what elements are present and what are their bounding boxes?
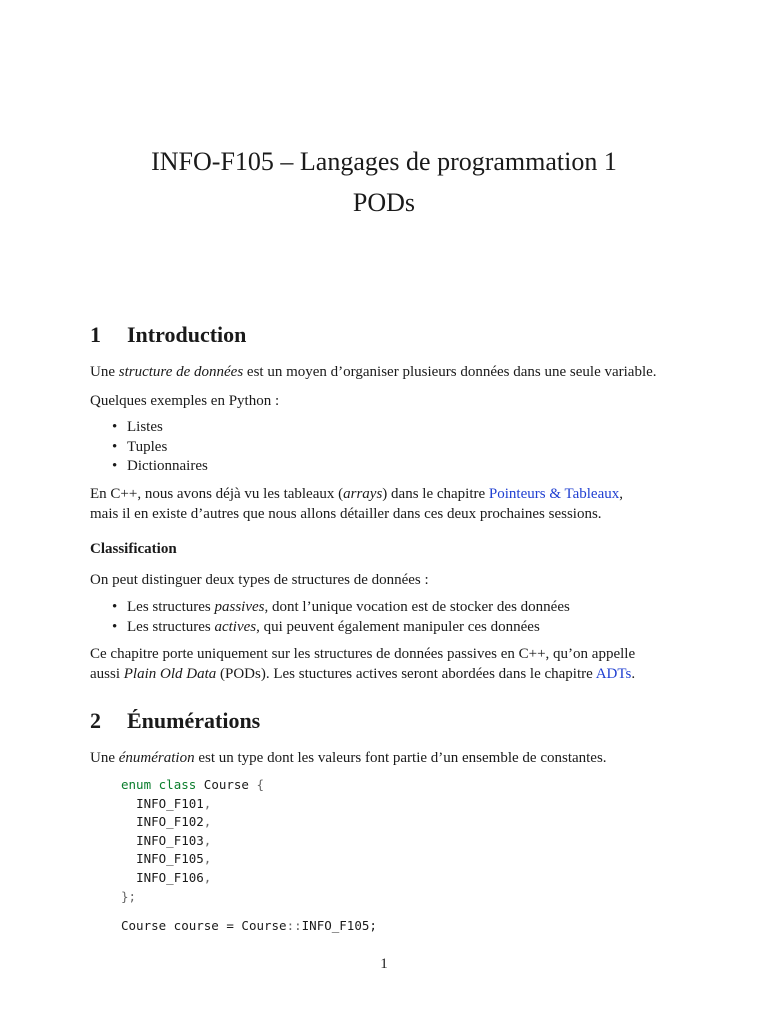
text: , [619, 486, 623, 502]
page-number: 1 [380, 956, 388, 972]
paragraph-definition [90, 362, 690, 382]
paragraph-types-intro: On peut distinguer deux types de structures de données : [90, 572, 429, 588]
paragraph-python-examples: Quelques exemples en Python : [90, 393, 280, 409]
code-enum-value: INFO_F105 [136, 851, 204, 867]
document-title: INFO-F105 – Langages de programmation 1 [151, 147, 617, 176]
emphasis: structure de données [118, 364, 244, 380]
bullet-icon: • [112, 419, 118, 435]
list-item [90, 418, 208, 438]
emphasis: passives [214, 599, 265, 615]
code-enum-value: INFO_F103 [136, 832, 204, 848]
list-item-label: Listes [127, 419, 163, 435]
text: ) dans le chapitre [382, 486, 489, 502]
code-punct: }; [121, 888, 137, 904]
code-punct: , [203, 795, 212, 811]
code-operator: = [226, 918, 234, 933]
emphasis: arrays [343, 486, 383, 502]
text: En C++, nous avons déjà vu les tableaux ( [90, 486, 344, 502]
section-title: Énumérations [127, 708, 261, 733]
list-item [90, 457, 208, 477]
code-block-declaration [121, 917, 377, 936]
text: (PODs). Les stuctures actives seront abordées dans le chapitre [216, 666, 596, 682]
code-punct: :: [286, 918, 302, 933]
subheading-classification: Classification [90, 541, 177, 557]
code-enum-value: INFO_F106 [136, 869, 204, 885]
emphasis: actives [214, 618, 257, 635]
code-identifier: Course course [121, 918, 227, 933]
section-heading-enumerations [90, 708, 260, 734]
text: est un moyen d’organiser plusieurs données dans une seule variable. [243, 364, 657, 380]
python-examples-list [90, 418, 208, 477]
paragraph-cpp-arrays [90, 484, 690, 524]
code-punct: , [203, 832, 212, 848]
link-adts[interactable]: ADTs [595, 666, 632, 682]
code-punct: , [203, 869, 212, 885]
bullet-icon: • [112, 458, 118, 474]
text: . [631, 666, 636, 682]
text: Une [90, 364, 119, 380]
section-number: 1 [90, 322, 101, 347]
bullet-icon: • [112, 618, 118, 635]
code-enum-value: INFO_F102 [136, 814, 204, 830]
section-heading-introduction [90, 322, 246, 348]
code-keyword: enum [121, 777, 152, 792]
code-punct: , [203, 814, 212, 830]
code-enum-value: INFO_F101 [136, 795, 204, 811]
text: Les structures [127, 618, 215, 635]
text: Les structures [127, 599, 215, 615]
text: Ce chapitre porte uniquement sur les structures de données passives en C++, qu’on appelle [90, 646, 636, 662]
text: Une [90, 750, 119, 766]
bullet-icon: • [112, 599, 118, 615]
text: , qui peuvent également manipuler ces données [256, 618, 540, 635]
code-enum-value: INFO_F105 [301, 918, 370, 933]
code-block-enum [121, 776, 264, 906]
list-item [90, 598, 570, 618]
code-identifier: Course [196, 777, 257, 792]
code-identifier: Course [233, 918, 287, 933]
document-subtitle: PODs [352, 188, 416, 217]
text: est un type dont les valeurs font partie d’un ensemble de constantes. [194, 750, 607, 766]
code-punct: , [203, 851, 212, 867]
text: aussi [90, 666, 124, 682]
emphasis: Plain Old Data [123, 666, 217, 682]
link-pointeurs-tableaux[interactable]: Pointeurs & Tableaux [488, 486, 620, 502]
section-title: Introduction [127, 322, 247, 347]
code-punct: ; [369, 918, 377, 933]
paragraph-enum-definition [90, 748, 690, 768]
code-keyword: class [158, 777, 197, 792]
list-item [90, 438, 208, 458]
list-item [90, 618, 570, 638]
list-item-label: Tuples [127, 438, 168, 455]
structure-types-list [90, 598, 570, 637]
code-punct: { [256, 777, 265, 792]
text: , dont l’unique vocation est de stocker des données [264, 599, 570, 615]
emphasis: énumération [118, 750, 195, 766]
section-number: 2 [90, 708, 101, 733]
text: mais il en existe d’autres que nous allons détailler dans ces deux prochaines sessions. [90, 506, 602, 522]
bullet-icon: • [112, 438, 118, 455]
paragraph-pods [90, 644, 690, 684]
list-item-label: Dictionnaires [127, 458, 208, 474]
